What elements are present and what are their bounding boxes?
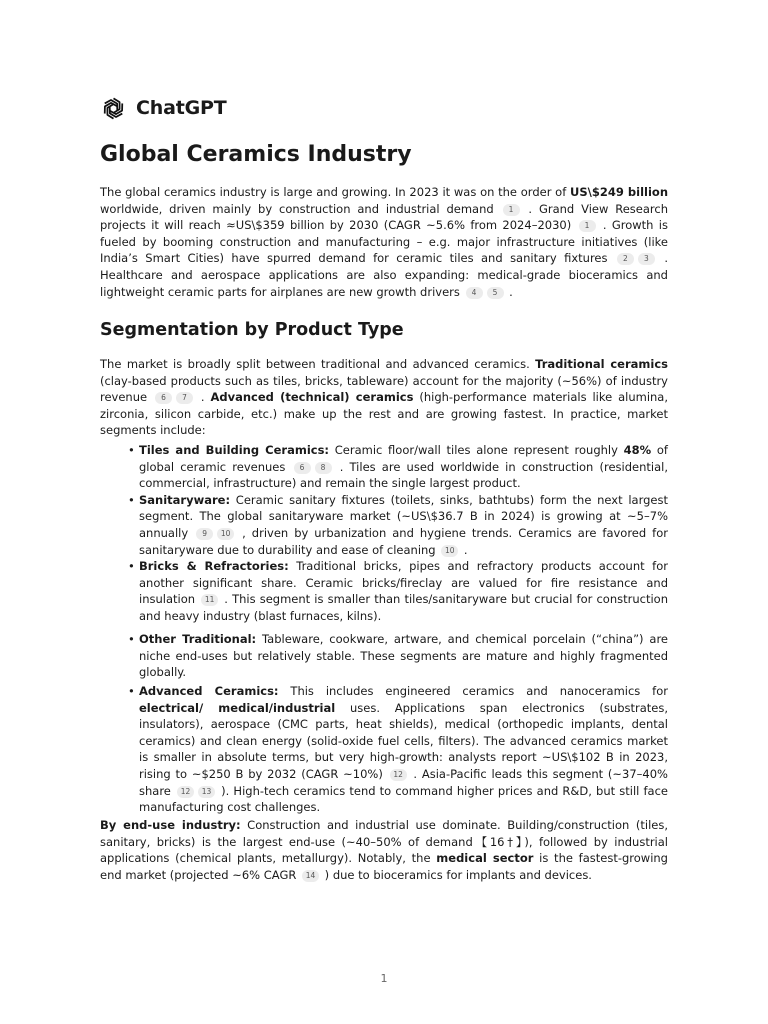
section-heading-segmentation: Segmentation by Product Type	[100, 320, 404, 340]
citation-badge[interactable]: 7	[176, 392, 193, 404]
citation-badge[interactable]: 4	[466, 287, 483, 299]
list-item-advanced-ceramics: • Advanced Ceramics: This includes engineered ceramics and nanoceramics for electrical/ medical/industrial uses. Applications span electronics (substrates, insulators), aerospace (CMC parts, heat shields), medical (orthopedic implants, dental ceramics) and clean energy (solid-oxide fuel cells, filters). The advanced ceramics market is smaller in absolute terms, but very high-growth: analysts report ~US\$102 B in 2023, rising to ~$250 B by 2032 (CAGR ~10%) 12 . Asia-Pacific leads this segment (~37–40% share 12 13 ). High-tech ceramics tend to command higher prices and R&D, but still face manufacturing cost challenges.	[128, 683, 668, 816]
citation-badge[interactable]: 11	[201, 594, 218, 606]
list-item-sanitaryware: • Sanitaryware: Ceramic sanitary fixtures (toilets, sinks, bathtubs) form the next largest segment. The global sanitaryware market (~US\$36.7 B in 2024) is growing at ~5–7% annually 9 10 , driven by urbanization and hygiene trends. Ceramics are favored for sanitaryware due to durability and ease of cleaning 10 .	[128, 492, 668, 558]
intro-paragraph: The global ceramics industry is large and growing. In 2023 it was on the order of US\$249 billion worldwide, driven mainly by construction and industrial demand 1 . Grand View Research projects it will reach ≈US\$359 billion by 2030 (CAGR ~5.6% from 2024–2030) 1 . Growth is fueled by booming construction and manufacturing – e.g. major infrastructure initiatives (like India’s Smart Cities) have spurred demand for ceramic tiles and sanitary fixtures 2 3 . Healthcare and aerospace applications are also expanding: medical-grade bioceramics and lightweight ceramic parts for airplanes are new growth drivers 4 5 .	[100, 185, 669, 299]
list-item-bricks: • Bricks & Refractories: Traditional bricks, pipes and refractory products account for another significant share. Ceramic bricks/fireclay are valued for fire resistance and insulation 11 . This segment is smaller than tiles/sanitaryware but crucial for construction and heavy industry (blast furnaces, kilns).	[128, 558, 668, 624]
list-item-other-traditional: • Other Traditional: Tableware, cookware, artware, and chemical porcelain (“china”) are niche end-uses but relatively stable. These segments are mature and highly fragmented globally.	[128, 631, 668, 681]
citation-badge[interactable]: 6	[294, 462, 311, 474]
citation-badge[interactable]: 14	[302, 870, 319, 882]
citation-badge[interactable]: 5	[487, 287, 504, 299]
citation-badge[interactable]: 12	[177, 786, 194, 798]
citation-badge[interactable]: 10	[217, 528, 234, 540]
citation-badge[interactable]: 8	[315, 462, 332, 474]
brand-name: ChatGPT	[136, 97, 227, 119]
segment-list-advanced	[128, 683, 668, 816]
citation-badge[interactable]: 1	[503, 204, 520, 216]
page-number: 1	[380, 972, 388, 985]
segment-list	[128, 442, 668, 625]
end-use-paragraph: By end-use industry: Construction and industrial use dominate. Building/construction (tiles, sanitary, bricks) is the largest end-use (~40–50% of demand【16†】), followed by industrial applications (chemical plants, metallurgy). Notably, the medical sector is the fastest-growing end market (projected ~6% CAGR 14 ) due to bioceramics for implants and devices.	[100, 818, 669, 882]
list-item-tiles: • Tiles and Building Ceramics: Ceramic floor/wall tiles alone represent roughly 48% of global ceramic revenues 6 8 . Tiles are used worldwide in construction (residential, commercial, infrastructure) and remain the single largest product.	[128, 442, 668, 492]
citation-badge[interactable]: 12	[390, 769, 407, 781]
page-title: Global Ceramics Industry	[100, 142, 412, 167]
brand-header	[100, 94, 668, 122]
openai-logo-icon	[100, 95, 127, 122]
citation-badge[interactable]: 1	[579, 220, 596, 232]
citation-badge[interactable]: 10	[441, 545, 458, 557]
segmentation-intro: The market is broadly split between traditional and advanced ceramics. Traditional ceramics (clay-based products such as tiles, bricks, tableware) account for the majority (~56%) of industry revenue 6 7 . Advanced (technical) ceramics (high-performance materials like alumina, zirconia, silicon carbide, etc.) make up the rest and are growing fastest. In practice, market segments include:	[100, 357, 669, 438]
citation-badge[interactable]: 13	[198, 786, 215, 798]
document-page	[100, 94, 669, 882]
citation-badge[interactable]: 6	[155, 392, 172, 404]
citation-badge[interactable]: 2	[617, 253, 634, 265]
citation-badge[interactable]: 3	[638, 253, 655, 265]
segment-list-other	[128, 631, 668, 681]
citation-badge[interactable]: 9	[196, 528, 213, 540]
